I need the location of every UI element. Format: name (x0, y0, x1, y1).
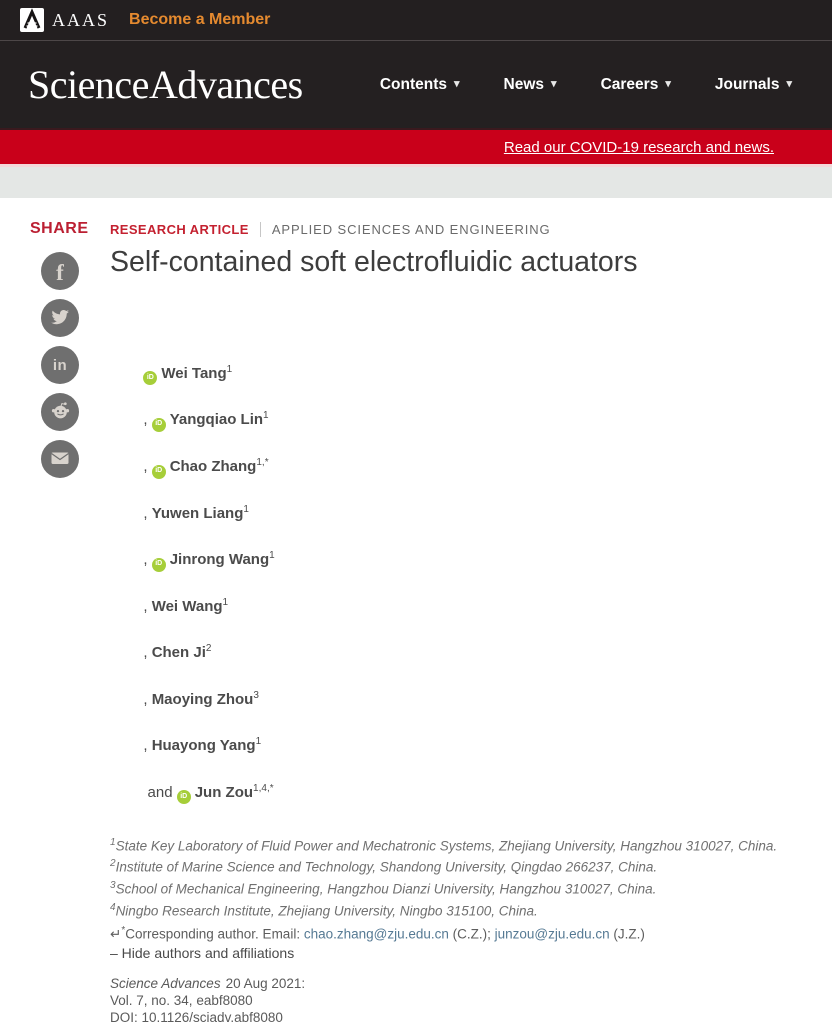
author-affiliation-superscript: 3 (253, 689, 259, 701)
author-name: Maoying Zhou (151, 690, 254, 708)
affiliation-number: 3 (110, 880, 116, 892)
author-affiliation-superscript: 1 (255, 736, 262, 748)
nav-item[interactable] (715, 76, 792, 94)
corresponding-author-line (110, 925, 810, 943)
author-list (110, 292, 810, 828)
email-link-cz[interactable]: chao.zhang@zju.edu.cn (303, 926, 449, 942)
affiliation-item (110, 835, 810, 857)
kicker-divider (260, 222, 261, 237)
share-column (28, 220, 92, 487)
author-affiliation-superscript: 1,* (256, 457, 269, 469)
article-main (110, 198, 810, 1027)
author-separator: , (143, 458, 152, 476)
nav-item-label: News (503, 75, 545, 93)
nav-item[interactable] (504, 76, 557, 94)
author-item (143, 551, 274, 568)
author-item (143, 458, 268, 475)
return-arrow-icon: ↵ (110, 926, 122, 942)
affiliation-number: 4 (110, 901, 116, 913)
aaas-logo-icon[interactable] (20, 7, 44, 33)
citation-doi: DOI: 10.1126/sciadv.abf8080 (110, 1009, 283, 1025)
corresponding-mid2: (J.Z.) (609, 926, 645, 942)
email-share-button[interactable] (41, 440, 79, 478)
facebook-share-button[interactable] (41, 252, 79, 290)
author-separator: , (143, 551, 152, 569)
affiliation-item (110, 878, 810, 900)
orcid-icon[interactable]: iD (152, 558, 166, 572)
affiliation-text: Ningbo Research Institute, Zhejiang University, Ningbo 315100, China. (115, 903, 538, 919)
author-name: Huayong Yang (151, 737, 256, 755)
article-kicker (110, 222, 810, 237)
author-item (143, 784, 273, 801)
affiliation-text: School of Mechanical Engineering, Hangzhou Dianzi University, Hangzhou 310027, China. (115, 881, 657, 897)
nav-item-label: Contents (379, 75, 448, 93)
author-name: Jun Zou (194, 783, 254, 801)
author-name: Chen Ji (151, 644, 206, 662)
author-separator: , (143, 644, 152, 662)
author-separator: , (143, 597, 152, 615)
author-affiliation-superscript: 1 (269, 550, 275, 562)
gray-spacer-band (0, 167, 832, 198)
author-name: Jinrong Wang (169, 551, 270, 569)
author-separator: , (143, 411, 152, 429)
corresponding-text: Corresponding author. Email: (125, 926, 304, 942)
email-link-jz[interactable]: junzou@zju.edu.cn (494, 926, 610, 942)
nav-item[interactable] (380, 76, 460, 94)
author-affiliation-superscript: 1 (243, 503, 249, 515)
covid-banner (0, 128, 832, 167)
chevron-down-icon: ▾ (786, 78, 792, 90)
affiliation-text: State Key Laboratory of Fluid Power and Mechatronic Systems, Zhejiang University, Hangzhou 310027, China. (115, 838, 778, 854)
author-affiliation-superscript: 2 (205, 643, 212, 655)
citation-line-1 (110, 976, 810, 993)
hide-authors-link[interactable]: – Hide authors and affiliations (110, 945, 295, 962)
article-header-region (0, 198, 832, 1027)
nav-item[interactable] (601, 76, 671, 94)
citation-block (110, 976, 810, 1027)
affiliation-number: 1 (110, 836, 116, 848)
citation-date: 20 Aug 2021: (225, 976, 306, 992)
affiliation-number: 2 (110, 858, 116, 870)
author-name: Chao Zhang (169, 458, 257, 476)
twitter-share-button[interactable] (41, 299, 79, 337)
covid-banner-link[interactable]: Read our COVID-19 research and news. (503, 138, 774, 156)
email-icon (50, 448, 70, 471)
author-item (143, 598, 228, 615)
author-name: Wei Tang (161, 364, 227, 382)
article-section-label[interactable]: APPLIED SCIENCES AND ENGINEERING (271, 222, 551, 237)
author-affiliation-superscript: 1 (263, 410, 269, 422)
author-name: Yuwen Liang (151, 504, 244, 522)
article-title: Self-contained soft electrofluidic actuators (110, 246, 638, 278)
masthead (0, 41, 832, 128)
reddit-share-button[interactable] (41, 393, 79, 431)
author-separator: , (143, 737, 152, 755)
author-affiliation-superscript: 1 (222, 596, 229, 608)
author-separator: , (143, 504, 152, 522)
author-item (143, 737, 261, 754)
linkedin-icon: in (52, 356, 68, 374)
orcid-icon[interactable]: iD (143, 371, 157, 385)
science-advances-logo[interactable]: Science Advances (28, 62, 303, 107)
author-item (143, 691, 259, 708)
corresponding-mid1: (C.Z.); (448, 926, 495, 942)
corresponding-asterisk: * (121, 924, 126, 936)
author-item (143, 365, 232, 382)
affiliation-item (110, 900, 810, 922)
author-name: Wei Wang (151, 597, 223, 615)
author-item (143, 411, 268, 428)
aaas-topbar (0, 0, 832, 41)
author-affiliation-superscript: 1,4,* (253, 782, 274, 794)
author-item (143, 505, 249, 522)
reddit-icon (50, 400, 71, 424)
nav-item-label: Careers (600, 75, 659, 93)
twitter-icon (50, 307, 70, 330)
author-separator: and (143, 783, 177, 801)
orcid-icon[interactable]: iD (152, 465, 166, 479)
chevron-down-icon: ▾ (454, 78, 460, 90)
share-label: SHARE (30, 220, 89, 237)
aaas-logo-text[interactable]: AAAS (52, 9, 110, 30)
affiliation-text: Institute of Marine Science and Technology, Shandong University, Qingdao 266237, China. (115, 859, 658, 875)
affiliation-item (110, 856, 810, 878)
author-affiliation-superscript: 1 (226, 363, 233, 375)
author-separator: , (143, 690, 152, 708)
orcid-icon[interactable]: iD (177, 790, 191, 804)
chevron-down-icon: ▾ (551, 78, 557, 90)
citation-journal: Science Advances (110, 976, 221, 992)
affiliation-list (110, 835, 810, 922)
linkedin-share-button[interactable] (41, 346, 79, 384)
become-member-link[interactable]: Become a Member (129, 11, 271, 28)
facebook-icon: f (56, 260, 64, 285)
nav-item-label: Journals (714, 75, 780, 93)
orcid-icon[interactable]: iD (152, 418, 166, 432)
author-item (143, 644, 211, 661)
citation-volume: Vol. 7, no. 34, eabf8080 (110, 992, 253, 1008)
author-name: Yangqiao Lin (169, 411, 264, 429)
article-type-label[interactable]: RESEARCH ARTICLE (110, 222, 249, 237)
main-nav (380, 76, 792, 94)
chevron-down-icon: ▾ (665, 78, 671, 90)
